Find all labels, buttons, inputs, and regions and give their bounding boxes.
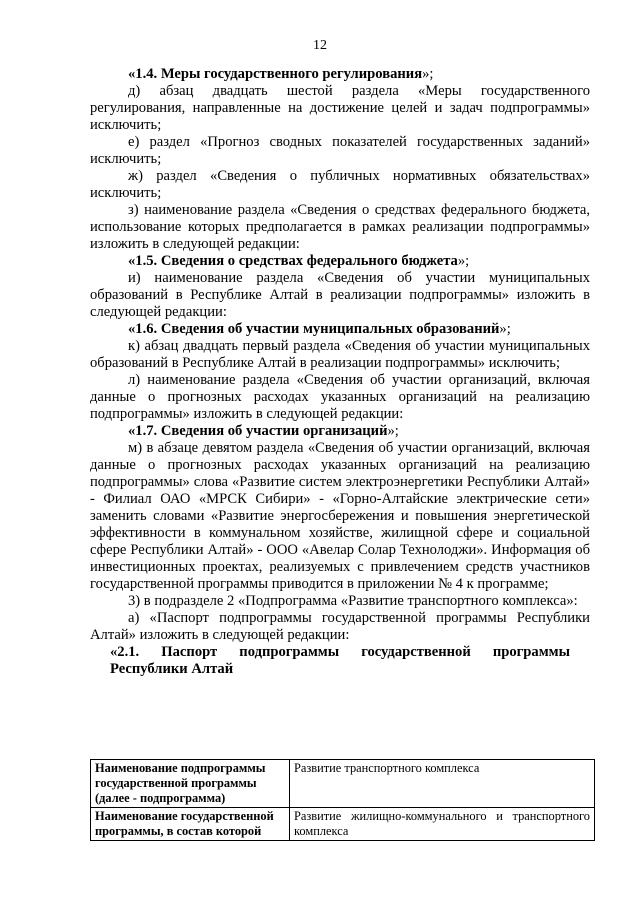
paragraph-3: 3) в подразделе 2 «Подпрограмма «Развитие транспортного комплекса»: <box>128 593 578 609</box>
paragraph-z: з) наименование раздела «Сведения о средствах федерального бюджета, использование которых предполагается в рамках реализации подпрограммы» изложить в следующей редакции: <box>90 202 590 252</box>
heading-1-5: «1.5. Сведения о средствах федерального бюджета»; <box>128 253 470 269</box>
paragraph-k: к) абзац двадцать первый раздела «Сведения об участии муниципальных образований в Республике Алтай в реализации подпрограммы» исключить; <box>90 338 590 371</box>
passport-table <box>90 759 595 841</box>
paragraph-m: м) в абзаце девятом раздела «Сведения об участии организаций, включая данные о прогнозных расходах указанных организаций на реализацию подпрограммы» слова «Развитие систем электроэнергетики Республики Алтай» - Филиал ОАО «МРСК Сибири» - «Горно-Алтайские электрические сети» заменить словами «Развитие энергосбережения и повышения энергетической эффективности в коммунальном хозяйстве, жилищной сфере и социальной сфере Республики Алтай» - ООО «Авелар Солар Технолоджи». Информация об инвестиционных проектах, реализуемых с привлечением средств участников государственной программы приводится в приложении № 4 к программе; <box>90 440 590 592</box>
paragraph-zh: ж) раздел «Сведения о публичных нормативных обязательствах» исключить; <box>90 168 590 201</box>
heading-1-7: «1.7. Сведения об участии организаций»; <box>128 423 399 439</box>
paragraph-i: и) наименование раздела «Сведения об участии муниципальных образований в Республике Алтай в реализации подпрограммы» изложить в следующей редакции: <box>90 270 590 320</box>
document-body <box>90 66 590 678</box>
paragraph-e: е) раздел «Прогноз сводных показателей государственных заданий» исключить; <box>90 134 590 167</box>
paragraph-l: л) наименование раздела «Сведения об участии организаций, включая данные о прогнозных расходах указанных организаций на реализацию подпрограммы» изложить в следующей редакции: <box>90 372 590 422</box>
heading-1-4: «1.4. Меры государственного регулирования»; <box>128 66 434 82</box>
heading-1-6: «1.6. Сведения об участии муниципальных образований»; <box>128 321 511 337</box>
section-title: «2.1. Паспорт подпрограммы государственной программы Республики Алтай <box>110 644 570 677</box>
table-key-cell: Наименование подпрограммы государственной программы (далее - подпрограмма) <box>91 760 290 808</box>
table-row <box>91 760 595 808</box>
paragraph-d: д) абзац двадцать шестой раздела «Меры государственного регулирования, направленные на достижение целей и задач подпрограммы» исключить; <box>90 83 590 133</box>
paragraph-a: а) «Паспорт подпрограммы государственной программы Республики Алтай» изложить в следующей редакции: <box>90 610 590 643</box>
table-value-cell: Развитие жилищно-коммунального и транспортного комплекса <box>290 808 595 841</box>
table-row <box>91 808 595 841</box>
page-number: 12 <box>313 38 327 53</box>
table-value-cell: Развитие транспортного комплекса <box>290 760 595 808</box>
table-key-cell: Наименование государственной программы, в состав которой <box>91 808 290 841</box>
